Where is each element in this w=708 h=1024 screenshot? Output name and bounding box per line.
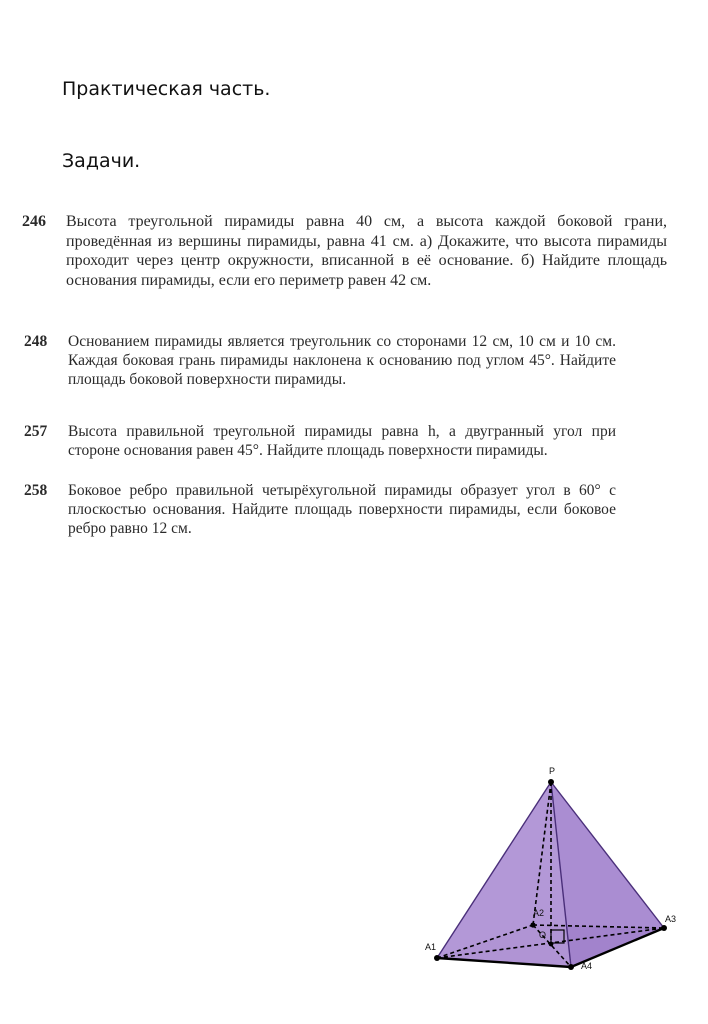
label-p: P xyxy=(549,766,556,776)
problem-248 xyxy=(24,332,616,389)
label-a2: A2 xyxy=(533,908,545,918)
problem-text: Высота треугольной пирамиды равна 40 см, а высота каждой боковой грани, проведённая из вершины пирамиды, равна 41 см. а) Докажите, что высота пирамиды проходит через центр окружности, вписанной в её основание. б) Найдите площадь основания пирамиды, если его периметр равен 42 см. xyxy=(66,213,667,289)
problem-257 xyxy=(24,422,616,460)
problem-text: Высота правильной треугольной пирамиды равна h, а двугранный угол при стороне основания равен 45°. Найдите площадь поверхности пирамиды. xyxy=(68,423,616,459)
point-a3 xyxy=(661,925,667,931)
problem-258 xyxy=(24,481,616,538)
label-a1: A1 xyxy=(425,942,437,952)
tasks-heading: Задачи. xyxy=(62,150,141,172)
pyramid-figure xyxy=(405,762,695,977)
problem-text: Основанием пирамиды является треугольник со сторонами 12 см, 10 см и 10 см. Каждая боковая грань пирамиды наклонена к основанию под углом 45°. Найдите площадь боковой поверхности пирамиды. xyxy=(68,333,616,388)
point-a1 xyxy=(434,955,440,961)
point-a4 xyxy=(568,964,574,970)
practical-part-heading: Практическая часть. xyxy=(62,78,271,100)
point-o xyxy=(549,942,554,947)
problem-246 xyxy=(22,212,667,290)
point-p xyxy=(548,779,554,785)
point-a2 xyxy=(530,922,535,927)
problem-number: 257 xyxy=(24,423,48,440)
problem-number: 246 xyxy=(22,213,46,230)
label-a3: A3 xyxy=(665,914,677,924)
label-a4: A4 xyxy=(581,961,593,971)
problem-number: 248 xyxy=(24,333,48,350)
problem-number: 258 xyxy=(24,482,48,499)
problem-text: Боковое ребро правильной четырёхугольной пирамиды образует угол в 60° с плоскостью основания. Найдите площадь поверхности пирамиды, если боковое ребро равно 12 см. xyxy=(68,482,616,537)
label-o: O xyxy=(539,930,547,940)
